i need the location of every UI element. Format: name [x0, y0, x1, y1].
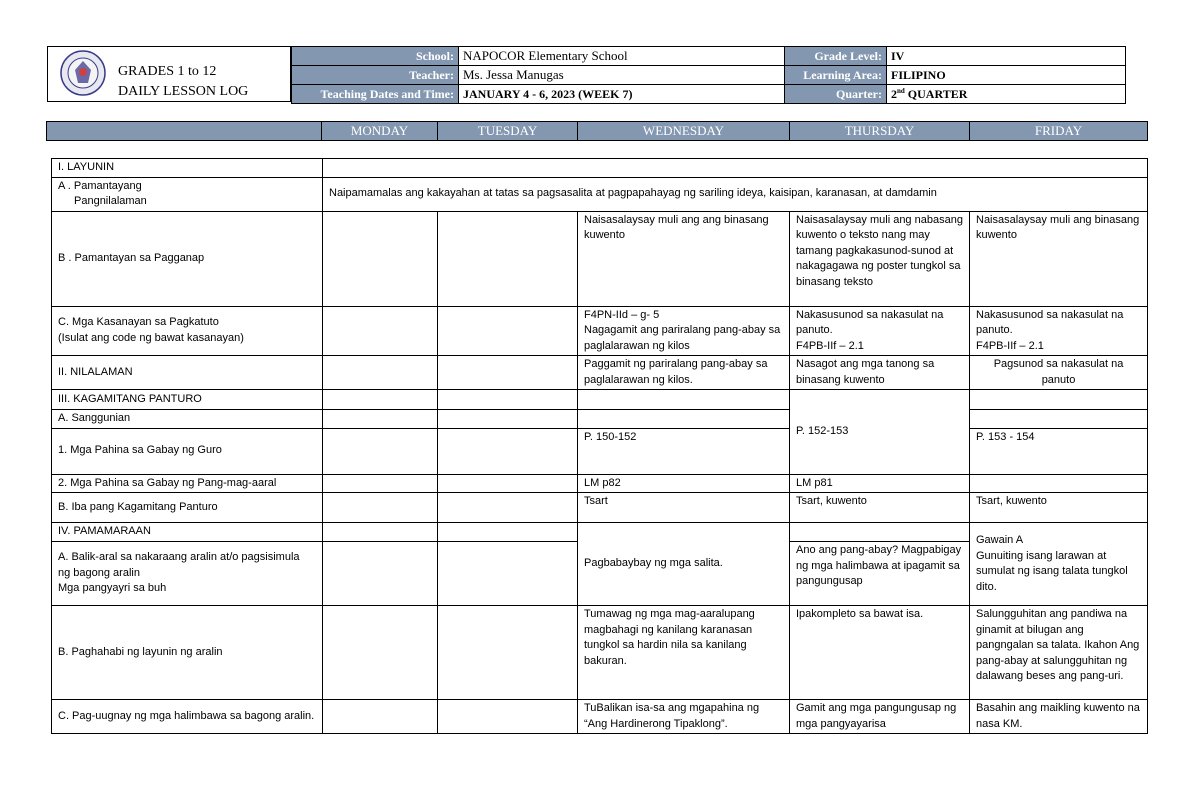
- cell-wednesday: [578, 410, 790, 429]
- header-info-table: [291, 46, 1126, 104]
- paghahabi-wednesday: Tumawag ng mga mag-aaralupang magbahagi ng kanilang karanasan tungkol sa hardin nila sa kanilang bakuran.: [578, 606, 790, 700]
- paghahabi-friday: Salungguhitan ang pandiwa na ginamit at bilugan ang pangngalan sa talata. Ikahon Ang pang-abay at salungguhitan ng dalawang beses ang pang-uri.: [970, 606, 1148, 700]
- dates-label: Teaching Dates and Time:: [292, 85, 459, 104]
- row-label-pagganap: B . Pamantayan sa Pagganap: [52, 211, 323, 306]
- cell-monday: [323, 356, 438, 390]
- lesson-log-table: [51, 158, 1148, 734]
- gabay-mag-wednesday: LM p82: [578, 474, 790, 493]
- table-row: [52, 306, 1148, 356]
- cell-monday: [323, 606, 438, 700]
- row-label-gabay-mag: 2. Mga Pahina sa Gabay ng Pang-mag-aaral: [52, 474, 323, 493]
- nilalaman-friday: Pagsunod sa nakasulat na panuto: [970, 356, 1148, 390]
- day-monday: MONDAY: [322, 122, 438, 141]
- paguugnay-friday: Basahin ang maikling kuwento na nasa KM.: [970, 700, 1148, 734]
- cell-monday: [323, 390, 438, 410]
- cell-monday: [323, 211, 438, 306]
- cell-tuesday: [438, 356, 578, 390]
- day-friday: FRIDAY: [970, 122, 1148, 141]
- gabay-guro-friday: P. 153 - 154: [970, 428, 1148, 474]
- area-label: Learning Area:: [785, 66, 887, 85]
- row-label-balik: [52, 542, 323, 606]
- row-label-nilalaman: II. NILALAMAN: [52, 356, 323, 390]
- pagganap-friday: Naisasalaysay muli ang binasang kuwento: [970, 211, 1148, 306]
- cell-monday: [323, 474, 438, 493]
- cell-monday: [323, 523, 438, 542]
- label-line: ng bagong aralin: [58, 566, 140, 579]
- cell-monday: [323, 428, 438, 474]
- nilalaman-thursday: Nasagot ang mga tanong sa binasang kuwento: [790, 356, 970, 390]
- row-label-paghahabi: B. Paghahabi ng layunin ng aralin: [52, 606, 323, 700]
- cell-monday: [323, 542, 438, 606]
- paguugnay-wednesday: TuBalikan isa-sa ang mgapahina ng “Ang Hardinerong Tipaklong”.: [578, 700, 790, 734]
- cell-tuesday: [438, 428, 578, 474]
- table-row: [52, 606, 1148, 700]
- cell-line: Nakasusunod sa nakasulat na panuto.: [976, 308, 1124, 336]
- table-row: [52, 390, 1148, 410]
- gabay-mag-thursday: LM p81: [790, 474, 970, 493]
- cell-friday: [970, 390, 1148, 410]
- table-row: [52, 410, 1148, 429]
- cell-line: Gunuiting isang larawan at sumulat ng isang talata tungkol dito.: [976, 549, 1128, 593]
- pagganap-thursday: Naisasalaysay muli ang nabasang kuwento o teksto nang may tamang pagkakasunod-sunod at nakagagawa ng poster tungkol sa binasang teksto: [790, 211, 970, 306]
- quarter-suffix: nd: [897, 86, 905, 95]
- school-value: NAPOCOR Elementary School: [459, 47, 785, 66]
- cell-thursday: [790, 523, 970, 542]
- day-tuesday: TUESDAY: [438, 122, 578, 141]
- gabay-guro-wednesday: P. 150-152: [578, 428, 790, 474]
- cell-monday: [323, 410, 438, 429]
- label-line: (Isulat ang code ng bawat kasanayan): [58, 331, 244, 344]
- cell-tuesday: [438, 700, 578, 734]
- table-row: [52, 700, 1148, 734]
- title-line-2: DAILY LESSON LOG: [118, 84, 249, 99]
- cell-friday: [970, 474, 1148, 493]
- balik-friday: [970, 523, 1148, 606]
- cell-tuesday: [438, 523, 578, 542]
- document-title: [118, 62, 248, 102]
- cell-tuesday: [438, 474, 578, 493]
- teacher-value: Ms. Jessa Manugas: [459, 66, 785, 85]
- cell-line: F4PN-IId – g- 5: [584, 308, 660, 321]
- row-label-sanggunian: A. Sanggunian: [52, 410, 323, 429]
- table-row: [52, 523, 1148, 542]
- table-row: [52, 474, 1148, 493]
- table-row: [52, 211, 1148, 306]
- cell-line: Nagagamit ang pariralang pang-abay sa paglalarawan ng kilos: [584, 324, 781, 352]
- kasanayan-wednesday: [578, 306, 790, 356]
- table-row: [52, 428, 1148, 474]
- row-label-pamamaraan: IV. PAMAMARAAN: [52, 523, 323, 542]
- deped-seal-icon: [60, 50, 106, 96]
- pagganap-wednesday: Naisasalaysay muli ang ang binasang kuwento: [578, 211, 790, 306]
- day-thursday: THURSDAY: [790, 122, 970, 141]
- cell-tuesday: [438, 493, 578, 523]
- cell-monday: [323, 306, 438, 356]
- cell-wednesday: [578, 390, 790, 410]
- quarter-value: [887, 85, 1126, 104]
- row-label-layunin: I. LAYUNIN: [52, 159, 323, 178]
- kasanayan-friday: [970, 306, 1148, 356]
- school-label: School:: [292, 47, 459, 66]
- cell-tuesday: [438, 542, 578, 606]
- row-label-gabay-guro: 1. Mga Pahina sa Gabay ng Guro: [52, 428, 323, 474]
- iba-thursday: Tsart, kuwento: [790, 493, 970, 523]
- kasanayan-thursday: [790, 306, 970, 356]
- nilalaman-wednesday: Paggamit ng pariralang pang-abay sa paglalarawan ng kilos.: [578, 356, 790, 390]
- quarter-number: 2: [891, 86, 897, 101]
- cell-line: F4PB-IIf – 2.1: [976, 339, 1044, 352]
- row-label-iba: B. Iba pang Kagamitang Panturo: [52, 493, 323, 523]
- cell-monday: [323, 493, 438, 523]
- cell-tuesday: [438, 606, 578, 700]
- cell-line: Nakasusunod sa nakasulat na panuto.: [796, 308, 944, 336]
- grade-label: Grade Level:: [785, 47, 887, 66]
- cell-line: Gawain A: [976, 534, 1024, 546]
- cell-tuesday: [438, 211, 578, 306]
- label-line: Mga pangyayri sa buh: [58, 582, 167, 595]
- iba-wednesday: Tsart: [578, 493, 790, 523]
- pamantayang-text: Naipamamalas ang kakayahan at tatas sa pagsasalita at pagpapahayag ng sariling ideya, kaisipan, karanasan, at damdamin: [323, 177, 1148, 211]
- cell-tuesday: [438, 306, 578, 356]
- table-row: [52, 356, 1148, 390]
- balik-wednesday: Pagbabaybay ng mga salita.: [578, 523, 790, 606]
- quarter-word: QUARTER: [904, 86, 968, 101]
- balik-thursday: Ano ang pang-abay? Magpabigay ng mga halimbawa at ipagamit sa pangungusap: [790, 542, 970, 606]
- row-label-kagamitan: III. KAGAMITANG PANTURO: [52, 390, 323, 410]
- cell-empty: [323, 159, 1148, 178]
- row-label-paguugnay: C. Pag-uugnay ng mga halimbawa sa bagong aralin.: [52, 700, 323, 734]
- area-value: FILIPINO: [887, 66, 1126, 85]
- label-line: A . Pamantayang: [58, 179, 142, 192]
- table-row: [52, 493, 1148, 523]
- day-header-blank: [47, 122, 322, 141]
- table-row: [52, 177, 1148, 211]
- grade-value: IV: [887, 47, 1126, 66]
- label-line: A. Balik-aral sa nakaraang aralin at/o pagsisimula: [58, 551, 300, 564]
- day-wednesday: WEDNESDAY: [578, 122, 790, 141]
- row-label-kasanayan: [52, 306, 323, 356]
- label-line: Pangnilalaman: [74, 195, 147, 207]
- table-row: [52, 159, 1148, 178]
- paguugnay-thursday: Gamit ang mga pangungusap ng mga pangyayarisa: [790, 700, 970, 734]
- gabay-guro-thursday: P. 152-153: [790, 390, 970, 475]
- cell-friday: [970, 410, 1148, 429]
- dates-value: JANUARY 4 - 6, 2023 (WEEK 7): [459, 85, 785, 104]
- day-header-table: [46, 121, 1148, 141]
- cell-tuesday: [438, 410, 578, 429]
- cell-line: F4PB-IIf – 2.1: [796, 339, 864, 352]
- title-line-1: GRADES 1 to 12: [118, 64, 217, 79]
- teacher-label: Teacher:: [292, 66, 459, 85]
- cell-monday: [323, 700, 438, 734]
- paghahabi-thursday: Ipakompleto sa bawat isa.: [790, 606, 970, 700]
- cell-tuesday: [438, 390, 578, 410]
- row-label-pamantayang: [52, 177, 323, 211]
- label-line: C. Mga Kasanayan sa Pagkatuto: [58, 316, 219, 329]
- iba-friday: Tsart, kuwento: [970, 493, 1148, 523]
- quarter-label: Quarter:: [785, 85, 887, 104]
